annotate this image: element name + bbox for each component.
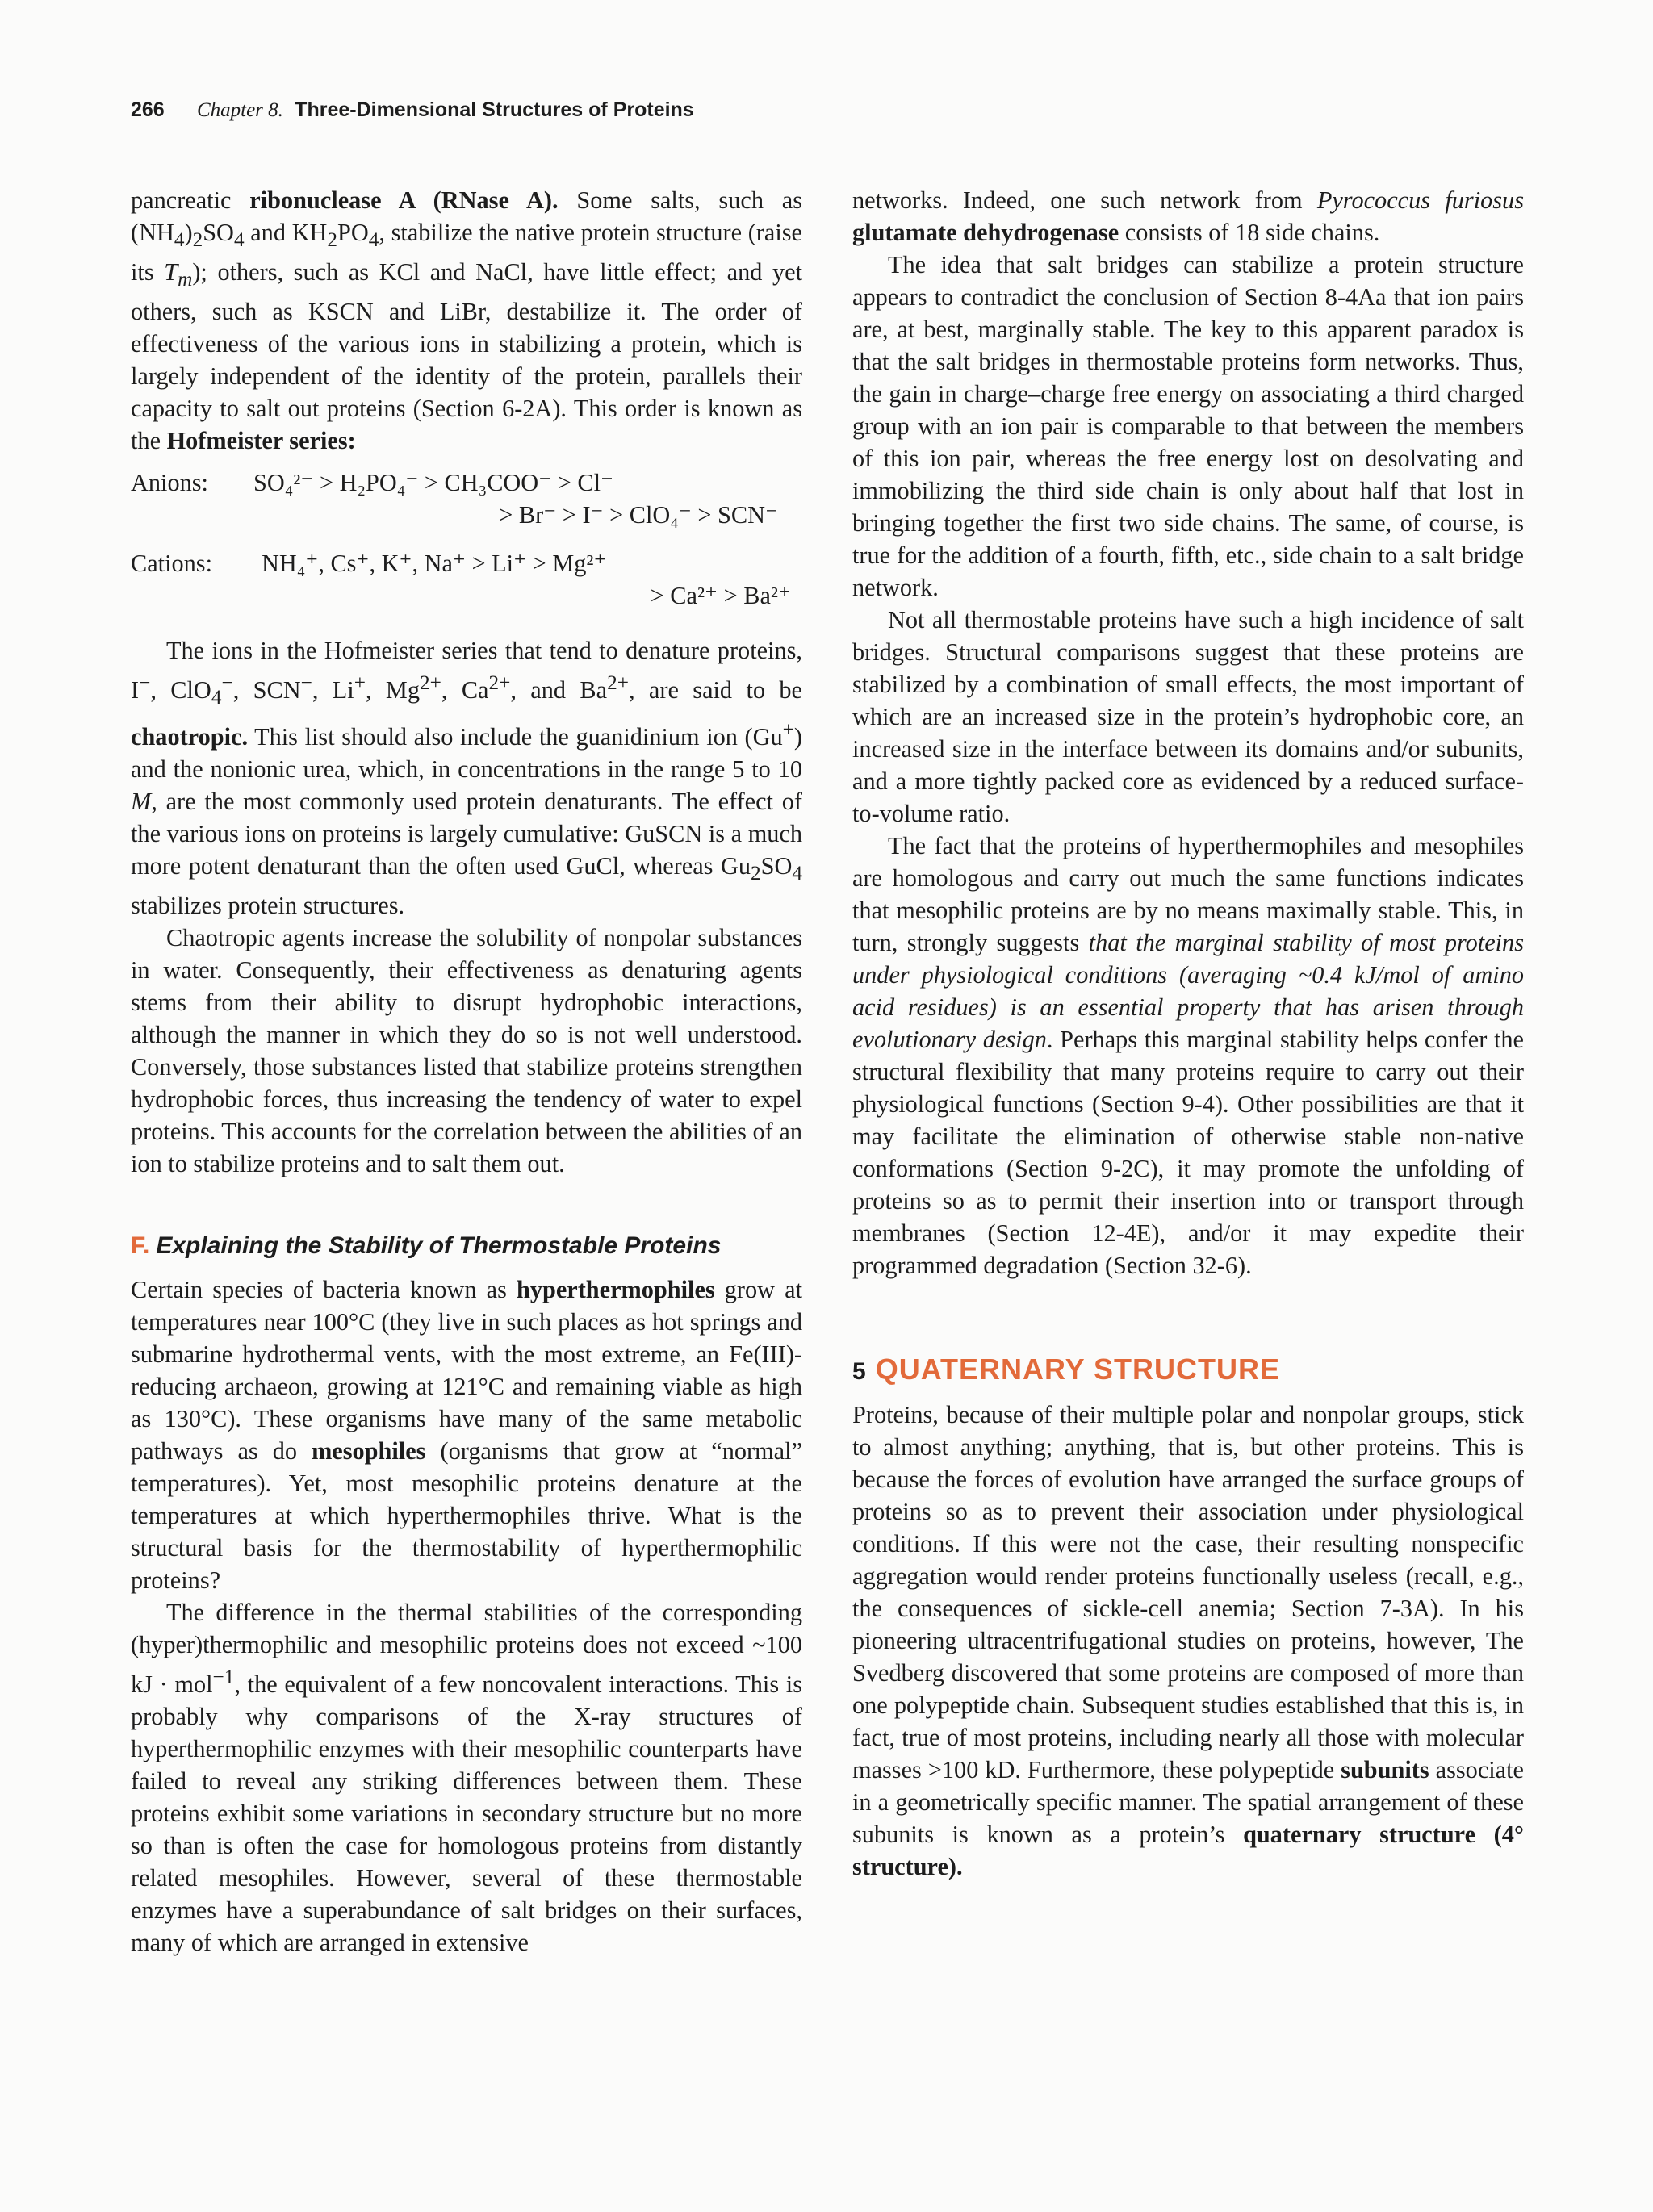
left-column: [131, 184, 802, 1959]
anions-sequence: SO₄²⁻ > H₂PO₄⁻ > CH₃COO⁻ > Cl⁻: [253, 469, 614, 497]
cations-label: Cations:: [131, 550, 212, 578]
anions-label: Anions:: [131, 469, 208, 497]
paragraph: The idea that salt bridges can stabilize a protein structure appears to contradict the conclusion of Section 8-4Aa that ion pairs are, at best, marginally stable. The key to this apparent paradox is that the salt bridges in thermostable proteins form networks. Thus, the gain in charge–charge free energy on associating a third charged group with an ion pair is comparable to that between the members of this ion pair, whereas the free energy lost on desolvating and immobilizing the third side chain is only about half that lost in bringing together the first two side chains. The same, of course, is true for the addition of a fourth, fifth, etc., side chain to a salt bridge network.: [852, 251, 1524, 601]
cations-sequence: NH₄⁺, Cs⁺, K⁺, Na⁺ > Li⁺ > Mg²⁺: [262, 550, 607, 578]
section-number: 5: [852, 1358, 866, 1385]
running-header: [131, 98, 694, 122]
paragraph: networks. Indeed, one such network from Pyrococcus furiosus glutamate dehydrogenase consists of 18 side chains.: [852, 186, 1524, 246]
paragraph: Proteins, because of their multiple polar and nonpolar groups, stick to almost anything; anything, that is, but other proteins. This is because the forces of evolution have arranged the surface groups of proteins so as to prevent their association under physiological conditions. If this were not the case, their resulting nonspecific aggregation would render proteins functionally useless (recall, e.g., the consequences of sickle-cell anemia; Section 7-3A). In his pioneering ultracentrifugational studies on proteins, however, The Svedberg discovered that some proteins are composed of more than one polypeptide chain. Subsequent studies established that this is, in fact, true of most proteins, including nearly all those with molecular masses >100 kD. Furthermore, these polypeptide subunits associate in a geometrically specific manner. The spatial arrangement of these subunits is known as a protein’s quaternary structure (4° structure).: [852, 1401, 1524, 1880]
paragraph: Certain species of bacteria known as hyperthermophiles grow at temperatures near 100°C (they live in such places as hot springs and submarine hydrothermal vents, with the most extreme, an Fe(III)-reducing archaeon, growing at 121°C and remaining viable as high as 130°C). These organisms have many of the same metabolic pathways as do mesophiles (organisms that grow at “normal” temperatures). Yet, most mesophilic proteins denature at the temperatures at which hyperthermophiles thrive. What is the structural basis for the thermostability of hyperthermophilic proteins?: [131, 1276, 802, 1595]
page-number: 266: [131, 98, 165, 121]
anions-sequence-continued: > Br⁻ > I⁻ > ClO₄⁻ > SCN⁻: [499, 501, 778, 529]
section-heading-f: [131, 1230, 802, 1262]
paragraph: The fact that the proteins of hyperthermophiles and mesophiles are homologous and carry out much the same functions indicates that mesophilic proteins are by no means maximally stable. This, in turn, strongly suggests that the marginal stability of most proteins under physiological conditions (averaging ~0.4 kJ/mol of amino acid residues) is an essential property that has arisen through evolutionary design. Perhaps this marginal stability helps confer the structural flexibility that many proteins require to carry out their physiological functions (Section 9-4). Other possibilities are that it may facilitate the elimination of otherwise stable non-native conformations (Section 9-2C), it may promote the unfolding of proteins so as to permit their insertion into or transport through membranes (Section 12-4E), and/or it may expedite their programmed degradation (Section 32-6).: [852, 832, 1524, 1279]
paragraph: The difference in the thermal stabilities of the corresponding (hyper)thermophilic and mesophilic proteins does not exceed ~100 kJ · mol$^{-1}$, the equivalent of a few noncovalent interactions. This is probably why comparisons of the X-ray structures of hyperthermophilic enzymes with their mesophilic counterparts have failed to reveal any striking differences between them. These proteins exhibit some variations in secondary structure but no more so than is often the case for homologous proteins from distantly related mesophiles. However, several of these thermostable enzymes have a superabundance of salt bridges on their surfaces, many of which are arranged in extensive: [131, 1599, 803, 1957]
paragraph: The ions in the Hofmeister series that tend to denature proteins, I−, ClO$_4$−, SCN−, Li+, $Mg^{2+}$, $Ca^{2+}$, and $Ba^{2+}$, are said to be chaotropic. This list should also include the guanidinium ion (Gu+) and the nonionic urea, which, in concentrations in the range 5 to 10 M, are the most commonly used protein denaturants. The effect of the various ions on proteins is largely cumulative: GuSCN is a much more potent denaturant than the often used GuCl, whereas $Gu_2SO_4$ stabilizes protein structures.: [131, 637, 802, 920]
section-heading-5: [852, 1351, 1524, 1390]
hofmeister-series: [131, 466, 802, 612]
right-column: [852, 184, 1524, 1883]
section-title: QUATERNARY STRUCTURE: [875, 1353, 1281, 1386]
paragraph: Chaotropic agents increase the solubility of nonpolar substances in water. Consequently, their effectiveness as denaturing agents stems from their ability to disrupt hydrophobic interactions, although the manner in which they do so is not well understood. Conversely, those substances listed that stabilize proteins strengthen hydrophobic forces, thus increasing the tendency of water to expel proteins. This accounts for the correlation between the abilities of an ion to stabilize proteins and to salt them out.: [131, 924, 802, 1178]
chapter-title: Three-Dimensional Structures of Proteins: [295, 98, 694, 121]
chapter-label: Chapter 8.: [196, 99, 283, 121]
section-letter: F.: [131, 1232, 150, 1260]
paragraph: Not all thermostable proteins have such a high incidence of salt bridges. Structural comparisons suggest that these proteins are stabilized by a combination of small effects, the most important of which are an increased size in the protein’s hydrophobic core, an increased size in the interface between its domains and/or subunits, and a more tightly packed core as evidenced by a reduced surface-to-volume ratio.: [852, 606, 1524, 827]
paragraph: pancreatic ribonuclease A (RNase A). Some salts, such as $(NH_4)_2SO_4$ and $KH_2PO_4$, stabilize the native protein structure (raise its $T_m$); others, such as KCl and NaCl, have little effect; and yet others, such as KSCN and LiBr, destabilize it. The order of effectiveness of the various ions in stabilizing a protein, which is largely independent of the identity of the protein, parallels their capacity to salt out proteins (Section 6-2A). This order is known as the Hofmeister series:: [131, 186, 803, 455]
cations-sequence-continued: > Ca²⁺ > Ba²⁺: [650, 582, 791, 610]
section-title: Explaining the Stability of Thermostable Proteins: [156, 1232, 722, 1260]
